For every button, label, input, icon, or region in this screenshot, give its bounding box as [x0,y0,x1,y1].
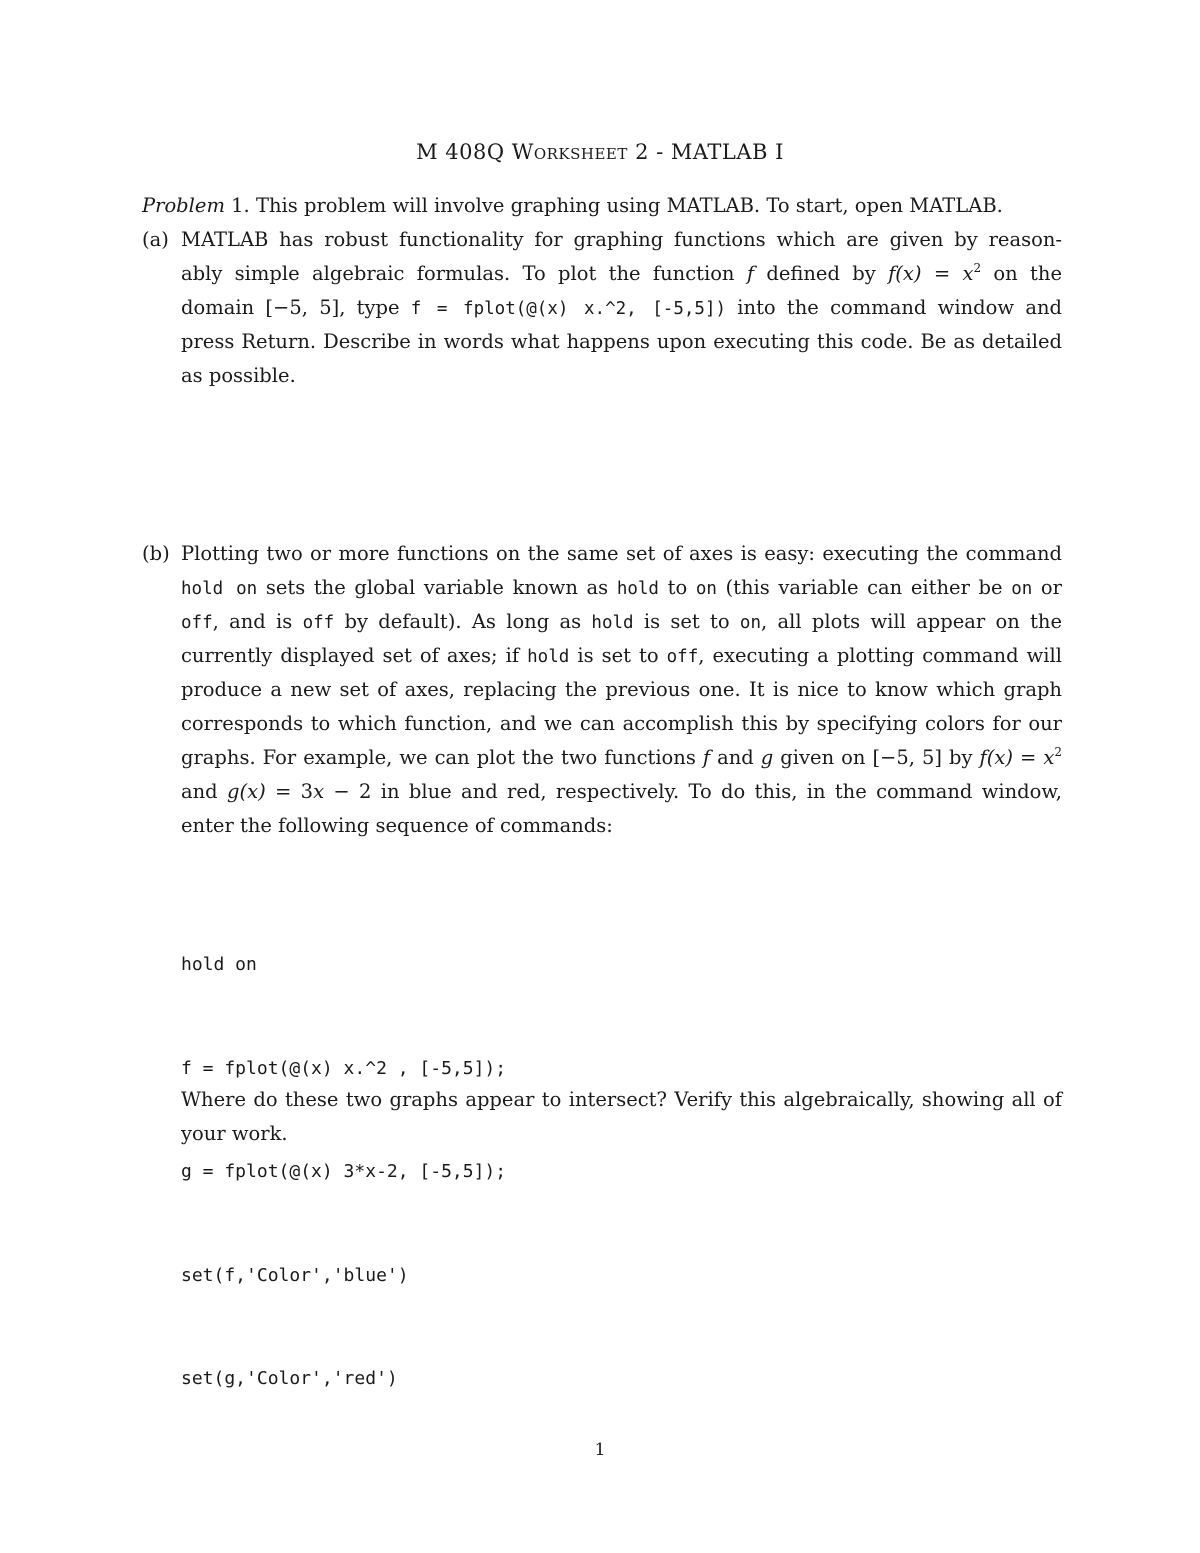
part-b-line-8 [181,775,1062,809]
math-fx: f(x) [888,262,922,285]
code-block [181,879,506,1466]
text-segment: = 3 [265,780,314,803]
math-f: f [702,746,711,769]
inline-code: off [302,613,335,633]
text-segment: is set to [633,610,740,633]
text-segment: to [658,576,696,599]
question-line-1: Where do these two graphs appear to intersect? Verify this algebraically, showing all of [181,1088,1062,1111]
text-segment: by default). As long as [334,610,592,633]
code-line: f = fplot(@(x) x.^2 , [-5,5]); [181,1057,507,1079]
part-a-line-4: press Return. Describe in words what happens upon executing this code. Be as detailed [181,330,1062,353]
math-fx: f(x) [979,746,1013,769]
text-segment: graphs. For example, we can plot the two functions [181,746,703,769]
part-b-line-2 [181,571,1062,605]
math-equals: = [1012,746,1044,769]
part-b [142,537,1062,843]
page-number: 1 [594,1440,606,1460]
problem-intro [142,189,1062,223]
inline-code: off [666,647,699,667]
math-x: x [313,780,325,803]
math-equals: = [921,262,963,285]
part-b-line-1: Plotting two or more functions on the same set of axes is easy: executing the command [181,542,1062,565]
math-x: x [1043,746,1055,769]
title-smallcaps: Worksheet [511,140,628,164]
part-a-line-2 [181,257,1062,291]
part-a-line-1: MATLAB has robust functionality for graphing functions which are given by reason- [181,228,1062,251]
text-segment: − 2 in blue and red, respectively. To do this, in the command window, [324,780,1062,803]
text-segment: , and is [212,610,303,633]
part-b-line-5: produce a new set of axes, replacing the previous one. It is nice to know which graph [181,678,1062,701]
part-b-body [181,537,1062,843]
inline-code: on [739,613,761,633]
part-b-line-9: enter the following sequence of commands: [181,814,613,837]
math-f: f [746,262,755,285]
math-exponent: 2 [973,261,982,275]
text-segment: given on [−5, 5] by [773,746,980,769]
inline-code: f = fplot(@(x) x.^2, [-5,5]) [410,299,727,319]
inline-code: on [695,579,717,599]
part-b-marker: (b) [142,542,170,565]
inline-code: hold [616,579,659,599]
code-line: g = fplot(@(x) 3*x-2, [-5,5]); [181,1161,507,1182]
math-g: g [760,746,774,769]
text-segment: and [181,780,227,803]
title-prefix: M 408Q [416,140,512,164]
part-b-line-4 [181,639,1062,673]
text-segment: sets the global variable known as [257,576,617,599]
part-b-line-7 [181,741,1062,775]
code-line: hold on [181,954,257,975]
math-gx: g(x) [226,780,266,803]
part-a [142,223,1062,393]
question [181,1083,1062,1151]
problem-number: 1. [224,194,250,217]
text-segment: ably simple algebraic formulas. To plot the function [181,262,747,285]
text-segment: , executing a plotting command will [698,644,1062,667]
math-exponent: 2 [1054,745,1062,759]
code-line: set(g,'Color','red') [181,1368,398,1389]
text-segment: domain [−5, 5], type [181,296,411,319]
problem-label: Problem [142,194,225,217]
code-line: set(f,'Color','blue') [181,1264,409,1286]
text-segment: currently displayed set of axes; if [181,644,528,667]
inline-code: hold on [181,579,258,599]
part-b-line-3 [181,605,1062,639]
text-segment: , all plots will appear on the [761,610,1063,633]
problem-intro-text: This problem will involve graphing using MATLAB. To start, open MATLAB. [249,194,1003,217]
text-segment: or [1032,576,1062,599]
page-title [0,140,1200,164]
part-a-body [181,223,1062,393]
part-a-line-5: as possible. [181,364,296,387]
part-a-marker: (a) [142,228,169,251]
inline-code: off [181,613,213,633]
text-segment: on the [981,262,1062,285]
question-line-2: your work. [181,1122,288,1145]
text-segment: and [710,746,761,769]
part-b-line-6: corresponds to which function, and we can accomplish this by specifying colors for our [181,712,1062,735]
inline-code: hold [591,613,634,633]
inline-code: hold [527,647,570,667]
text-segment: is set to [569,644,667,667]
title-suffix: 2 - MATLAB I [627,140,784,164]
text-segment: defined by [754,262,889,285]
text-segment: (this variable can either be [716,576,1012,599]
math-x: x [962,262,974,285]
part-a-line-3 [181,291,1062,325]
inline-code: on [1011,579,1033,599]
text-segment: into the command window and [726,296,1062,319]
